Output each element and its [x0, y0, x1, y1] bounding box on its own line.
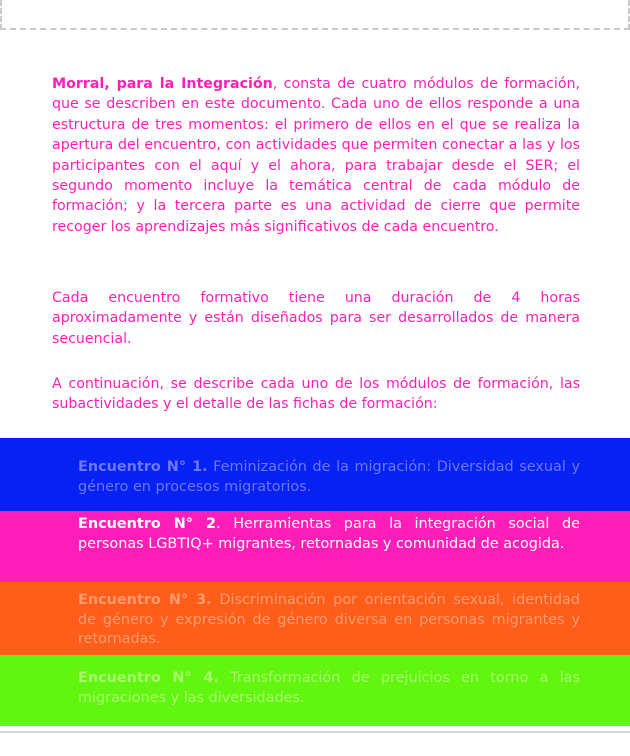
intro-paragraph-1 — [52, 74, 580, 237]
encuentro-1-description: Feminización de la migración: Diversidad sexual y género en procesos migratorios. — [78, 459, 580, 495]
encuentro-4-text — [78, 669, 580, 708]
intro-paragraph-3: A continuación, se describe cada uno de los módulos de formación, las subactividades y el detalle de las fichas de formación: — [52, 376, 580, 413]
encuentro-3-description: Discriminación por orientación sexual, identidad de género y expresión de género diversa en personas migrantes y retornadas. — [78, 592, 580, 647]
encuentro-4-description: Transformación de prejuicios en torno a las migraciones y las diversidades. — [78, 670, 580, 706]
encuentro-2-label: Encuentro N° 2 — [78, 516, 217, 532]
encuentro-4-band — [0, 655, 630, 726]
encuentro-2-description: . Herramientas para la integración social de personas LGBTIQ+ migrantes, retornadas y comunidad de acogida. — [78, 516, 580, 552]
dashed-frame-top — [0, 0, 630, 30]
encuentro-1-band — [0, 438, 630, 511]
intro-paragraph-2: Cada encuentro formativo tiene una duración de 4 horas aproximadamente y están diseñados para ser desarrollados de manera secuencial. — [52, 290, 580, 347]
encuentro-1-label: Encuentro N° 1. — [78, 459, 208, 475]
intro-bold-lead: Morral, para la Integración — [52, 76, 273, 92]
encuentro-3-label: Encuentro N° 3. — [78, 592, 212, 608]
intro-paragraph-1-text: , consta de cuatro módulos de formación, que se describen en este documento. Cada uno de ellos responde a una estructura de tres momentos: el primero de ellos en el que se realiza la apertura del encuentro, con actividades que permiten conectar a las y los participantes con el aquí y el ahora, para trabajar desde el SER; el segundo momento incluye la temática central de cada módulo de formación; y la tercera parte es una actividad de cierre que permite recoger los aprendizajes más significativos de cada encuentro. — [52, 76, 581, 235]
encuentro-1-text — [78, 458, 580, 497]
encuentro-4-label: Encuentro N° 4. — [78, 670, 219, 686]
encuentro-3-text — [78, 591, 580, 650]
encuentro-2-text — [78, 515, 580, 554]
encuentro-3-band — [0, 582, 630, 655]
encuentro-2-band — [0, 511, 630, 582]
bottom-divider — [0, 731, 630, 733]
